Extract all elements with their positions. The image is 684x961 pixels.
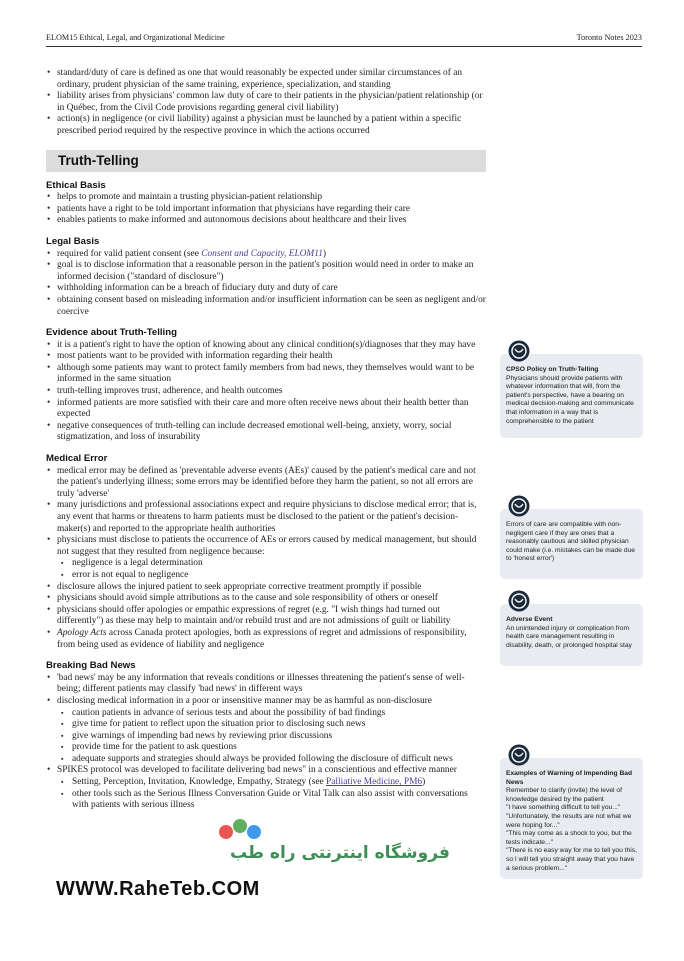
- list-item: • withholding information can be a breach of fiduciary duty and duty of care: [46, 283, 486, 295]
- list-item: • informed patients are more satisfied with their care and more often receive news about their health better than expected: [46, 398, 486, 421]
- sidebar-line: Remember to clarify (invite) the level of knowledge desired by the patient: [506, 787, 622, 803]
- sub-list-item: [46, 777, 486, 789]
- sidebar-title: CPSO Policy on Truth-Telling: [506, 366, 599, 373]
- spikes-list: [46, 765, 486, 777]
- ethical-basis-list: [46, 192, 486, 227]
- list-item: • goal is to disclose information that a reasonable person in the patient's position would need in order to make an informed decision ("standard of disclosure"): [46, 260, 486, 283]
- list-item: • action(s) in negligence (or civil liability) against a physician must be launched by a patient within a specific prescribed period required by the respective province in which the actions occurred: [46, 114, 486, 137]
- heading-legal-basis: Legal Basis: [46, 235, 100, 247]
- sidebar-line: "This may come as a shock to you, but the tests indicate...": [506, 830, 632, 846]
- list-item: • many jurisdictions and professional associations expect and require physicians to disclose medical error; that is, any event that harms or threatens to harm patients must be disclosed to the patient or the patient's decision-maker(s) and reported to the appropriate health authorities: [46, 500, 486, 535]
- list-item: • 'bad news' may be any information that reveals conditions or illnesses threatening the patient's sense of well-being; different patients may classify 'bad news' in different ways: [46, 673, 486, 696]
- list-item: • disclosing medical information in a poor or insensitive manner may be as harmful as non-disclosure: [46, 696, 486, 708]
- text: across Canada protect apologies, both as expressions of regret and admissions of responsibility, from being used as evidence of liability and negligence: [57, 627, 467, 650]
- list-item: • enables patients to make informed and autonomous decisions about healthcare and their lives: [46, 215, 486, 227]
- heading-breaking-bad-news: Breaking Bad News: [46, 660, 136, 672]
- list-item: • patients have a right to be told important information that physicians have regarding their care: [46, 204, 486, 216]
- section-title: Truth-Telling: [46, 150, 486, 172]
- list-item: • physicians should offer apologies or empathic expressions of regret (e.g. "I wish things had turned out differently") as these may help to maintain and/or rebuild trust and are not admissions of guilt or liability: [46, 605, 486, 628]
- text: ): [422, 777, 426, 788]
- list-item: • disclosure allows the injured patient to seek appropriate corrective treatment promptly if possible: [46, 582, 486, 594]
- sidebar-line: "I have something difficult to tell you...": [506, 804, 621, 812]
- evidence-list: [46, 340, 486, 444]
- list-item: • truth-telling improves trust, adherence, and health outcomes: [46, 386, 486, 398]
- sidebar-content: [500, 758, 643, 879]
- list-item: • negative consequences of truth-telling can include decreased emotional well-being, anxiety, worry, social stigmatization, and loss of insurability: [46, 421, 486, 444]
- heading-evidence: Evidence about Truth-Telling: [46, 327, 177, 339]
- header-edition: Toronto Notes 2023: [576, 33, 642, 42]
- main-column: [46, 68, 486, 812]
- spikes-sublist: [46, 777, 486, 812]
- sidebar-line: "Unfortunately, the results are not what we were hoping for...": [506, 812, 632, 829]
- running-header: [46, 33, 642, 47]
- cross-reference-link[interactable]: Palliative Medicine, PM6: [326, 777, 423, 788]
- text: Setting, Perception, Invitation, Knowledge, Empathy, Strategy (see: [72, 777, 327, 788]
- heading-ethical-basis: Ethical Basis: [46, 179, 106, 191]
- sidebar-content: [500, 509, 643, 579]
- sub-list-item: ▪ negligence is a legal determination: [46, 558, 486, 570]
- sidebar-title: Adverse Event: [506, 616, 553, 623]
- list-item: • liability arises from physicians' common law duty of care to their patients in the physician/patient relationship (or in Québec, from the Civil Code provisions regarding general civil liability): [46, 91, 486, 114]
- list-item: [46, 249, 486, 261]
- list-item: [46, 628, 486, 651]
- sub-list-item: ▪ provide time for the patient to ask questions: [46, 742, 486, 754]
- sub-list-item: ▪ error is not equal to negligence: [46, 570, 486, 582]
- stethoscope-badge-icon: [508, 744, 530, 766]
- stethoscope-badge-icon: [508, 340, 530, 362]
- heading-medical-error: Medical Error: [46, 453, 108, 465]
- list-item: • physicians should avoid simple attributions as to the cause and sole responsibility of others or oneself: [46, 593, 486, 605]
- list-item: • medical error may be defined as 'preventable adverse events (AEs)' caused by the patient's medical care and not the patient's underlying illness; some errors may be identified before they harm the patient, so not all errors are truly 'adverse': [46, 466, 486, 501]
- cross-reference-link[interactable]: Consent and Capacity, ELOM11: [201, 248, 323, 259]
- sub-list-item: ▪ give time for patient to reflect upon the situation prior to disclosing such news: [46, 719, 486, 731]
- list-item: • SPIKES protocol was developed to facilitate delivering bad news" in a conscientious and effective manner: [46, 765, 486, 777]
- text: required for valid patient consent (see: [57, 248, 202, 259]
- legal-basis-list: [46, 249, 486, 319]
- sub-list-item: ▪ other tools such as the Serious Illness Conversation Guide or Vital Talk can also assist with conversations with patients with serious illness: [46, 789, 486, 812]
- sub-list-item: ▪ adequate supports and strategies should always be provided following the disclosure of difficult news: [46, 754, 486, 766]
- watermark-site-url: WWW.RaheTeb.COM: [56, 878, 260, 900]
- sidebar-box-bad-news-examples: [500, 758, 643, 879]
- list-item: • it is a patient's right to have the option of knowing about any clinical condition(s)/diagnoses that they may have: [46, 340, 486, 352]
- sidebar-title: Examples of Warning of Impending Bad News: [506, 770, 633, 786]
- list-item: • standard/duty of care is defined as one that would reasonably be expected under similar circumstances of an ordinary, prudent physician of the same training, experience, specialization, and standing: [46, 68, 486, 91]
- list-item: • physicians must disclose to patients the occurrence of AEs or errors caused by medical management, but should not suggest that they resulted from negligence because:: [46, 535, 486, 558]
- header-book-section: ELOM15 Ethical, Legal, and Organizational Medicine: [46, 33, 225, 42]
- sidebar-content: [500, 604, 643, 666]
- bad-news-list: [46, 673, 486, 708]
- sub-list-item: ▪ give warnings of impending bad news by reviewing prior discussions: [46, 731, 486, 743]
- medical-error-list: [46, 466, 486, 559]
- watermark-persian-text: فروشگاه اینترنتی راه طب: [230, 843, 450, 863]
- medical-error-sublist: [46, 558, 486, 581]
- bad-news-sublist: [46, 708, 486, 766]
- sidebar-box-adverse-event: [500, 604, 643, 666]
- intro-list: [46, 68, 486, 138]
- sidebar-text: An unintended injury or complication from health care management resulting in disability, death, or prolonged hospital stay: [506, 624, 632, 649]
- sidebar-content: [500, 354, 643, 438]
- medical-error-list-continued: [46, 582, 486, 652]
- stethoscope-badge-icon: [508, 495, 530, 517]
- list-item: • obtaining consent based on misleading information and/or insufficient information can be seen as negligent and/or coercive: [46, 295, 486, 318]
- sub-list-item: ▪ caution patients in advance of serious tests and about the possibility of bad findings: [46, 708, 486, 720]
- text: ): [322, 248, 327, 259]
- sidebar-text: Physicians should provide patients with whatever information that will, from the patient's perspective, have a bearing on medical decision-making and communicate that information in a way that is comprehensible to the patient: [506, 374, 634, 425]
- sidebar-text: Errors of care are compatible with non-negligent care if they are ones that a reasonably cautious and skilled physician could make (i.e. mistakes can be made due to 'honest error'): [506, 521, 635, 563]
- list-item: • helps to promote and maintain a trusting physician-patient relationship: [46, 192, 486, 204]
- list-item: • although some patients may want to protect family members from bad news, they themselves would want to be informed in the same situation: [46, 363, 486, 386]
- list-item: • most patients want to be provided with information regarding their health: [46, 351, 486, 363]
- apology-acts-term: Apology Acts: [57, 627, 107, 638]
- stethoscope-badge-icon: [508, 590, 530, 612]
- sidebar-line: "There is no easy way for me to tell you this, so I will tell you straight away that you have a serious problem...": [506, 847, 637, 872]
- sidebar-box-cpso: [500, 354, 643, 438]
- sidebar-box-errors: [500, 509, 643, 579]
